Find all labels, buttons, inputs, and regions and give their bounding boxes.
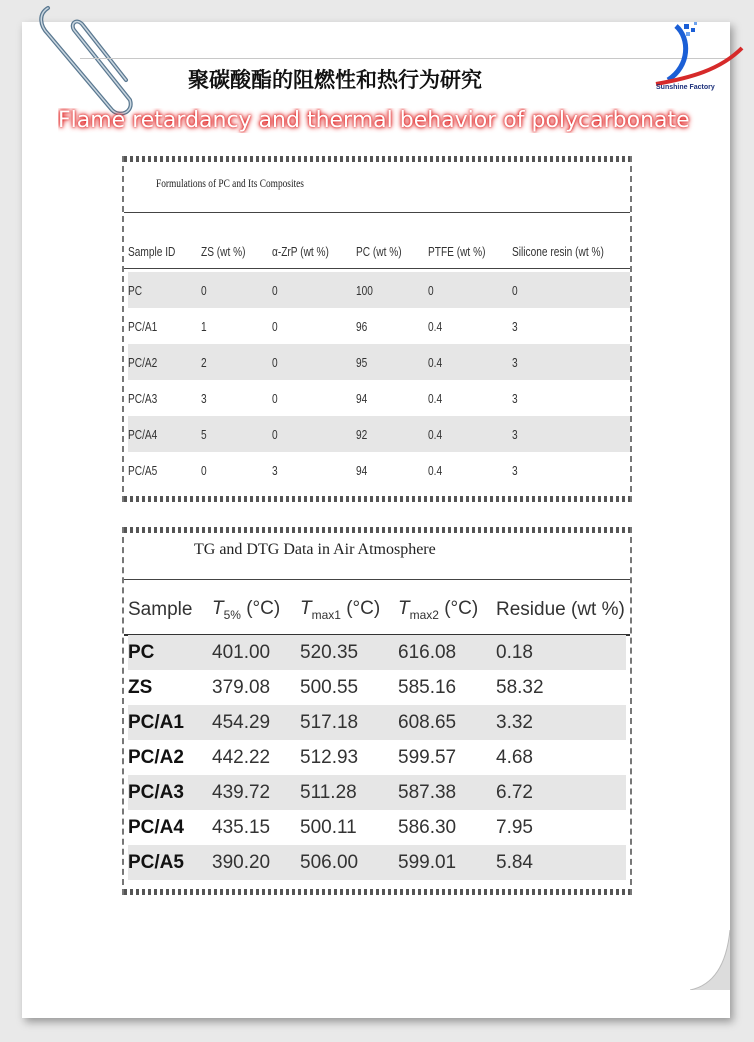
- table-cell: 0.4: [427, 318, 442, 334]
- table-cell: 100: [356, 272, 427, 308]
- page-curl-icon: [690, 930, 730, 990]
- table-cell: PC: [128, 272, 201, 308]
- table-cell: 511.28: [300, 775, 398, 810]
- table-row: [128, 670, 626, 705]
- table-cell: 3: [512, 318, 518, 334]
- table-cell: PC/A1: [128, 705, 212, 740]
- table-cell: 0: [428, 272, 512, 308]
- table-cell: 5.84: [496, 845, 626, 880]
- page-title-chinese: 聚碳酸酯的阻燃性和热行为研究: [188, 68, 482, 92]
- table-row: [128, 810, 626, 845]
- table-row: [128, 380, 630, 416]
- table-cell: 5: [201, 416, 272, 452]
- table1-header-row: [128, 230, 630, 272]
- header-rule: [80, 58, 730, 59]
- table-cell: 500.11: [300, 816, 357, 838]
- table-cell: 96: [356, 318, 368, 334]
- paperclip-icon: [30, 0, 140, 120]
- tg-dtg-table: [128, 585, 626, 880]
- table-cell: PC: [128, 635, 212, 670]
- table2-header-cell: $T_{max2}$ (°C): [398, 598, 479, 622]
- table-cell: 616.08: [398, 635, 496, 670]
- tg-dtg-table-card: [122, 527, 632, 895]
- table-cell: 2: [201, 344, 272, 380]
- table1-header-cell: Sample ID: [128, 243, 176, 259]
- table-cell: PC/A3: [128, 390, 158, 406]
- table1-header-cell: α-ZrP (wt %): [272, 243, 330, 259]
- table-cell: PC/A3: [128, 775, 212, 810]
- logo-caption: Sunshine Factory: [656, 84, 715, 91]
- table-cell: 608.65: [398, 705, 496, 740]
- table-cell: 95: [356, 344, 427, 380]
- table-cell: 0: [201, 272, 272, 308]
- table-cell: 520.35: [300, 635, 398, 670]
- table2-header-cell: Sample: [128, 599, 193, 620]
- table-cell: PC/A1: [128, 318, 158, 334]
- table-row: [128, 272, 630, 308]
- table2-caption: TG and DTG Data in Air Atmosphere: [194, 541, 436, 558]
- table-cell: 517.18: [300, 705, 398, 740]
- table-cell: 401.00: [212, 635, 300, 670]
- table-cell: 587.38: [398, 775, 496, 810]
- table-row: [128, 308, 630, 344]
- table2-header-cell: Residue (wt %): [496, 599, 625, 620]
- table-cell: 586.30: [398, 816, 457, 838]
- table-cell: 379.08: [212, 676, 271, 698]
- table-cell: PC/A4: [128, 816, 184, 838]
- table-cell: 0.4: [428, 416, 512, 452]
- table-cell: PC/A5: [128, 845, 212, 880]
- table-cell: 442.22: [212, 746, 271, 768]
- table-cell: 0: [272, 344, 356, 380]
- table-cell: 4.68: [496, 746, 533, 768]
- table2-header-cell: $T_{5\%}$ (°C): [212, 598, 281, 622]
- table-row: [128, 775, 626, 810]
- table-cell: 0: [272, 272, 356, 308]
- table1-top-rule: [124, 212, 630, 213]
- table-row: [128, 635, 626, 670]
- table-cell: 500.55: [300, 676, 359, 698]
- table-cell: PC/A2: [128, 746, 184, 768]
- table-cell: 3.32: [496, 705, 626, 740]
- table-cell: 6.72: [496, 775, 626, 810]
- table-cell: 0: [272, 318, 278, 334]
- table1-header-cell: Silicone resin (wt %): [512, 243, 605, 259]
- formulations-table-card: [122, 156, 632, 502]
- table-row: [128, 344, 630, 380]
- table-row: [128, 845, 626, 880]
- table1-caption: Formulations of PC and Its Composites: [156, 176, 304, 190]
- table-cell: 3: [201, 390, 208, 406]
- table-cell: 0.18: [496, 635, 626, 670]
- table-cell: PC/A5: [128, 462, 158, 478]
- table-cell: 3: [512, 390, 518, 406]
- table-cell: 94: [356, 390, 368, 406]
- table-cell: 94: [356, 462, 368, 478]
- table-cell: 435.15: [212, 816, 271, 838]
- table-cell: 0.4: [427, 390, 442, 406]
- table-cell: 454.29: [212, 705, 300, 740]
- table-cell: 0: [272, 416, 356, 452]
- table-row: [128, 452, 630, 488]
- table-cell: 0.4: [428, 344, 512, 380]
- table-cell: 92: [356, 416, 427, 452]
- formulations-table: [128, 230, 630, 488]
- page-title-english: Flame retardancy and thermal behavior of polycarbonate: [58, 108, 690, 133]
- table-cell: 0.4: [427, 462, 442, 478]
- table-cell: 390.20: [212, 845, 300, 880]
- table-cell: 439.72: [212, 775, 300, 810]
- table-row: [128, 740, 626, 775]
- table-cell: 512.93: [300, 746, 359, 768]
- table-cell: 599.57: [398, 746, 457, 768]
- table-cell: 3: [512, 416, 630, 452]
- table2-top-rule: [124, 579, 630, 580]
- table2-header-row: [128, 585, 626, 635]
- table2-header-cell: $T_{max1}$ (°C): [300, 598, 381, 622]
- table-row: [128, 705, 626, 740]
- table-cell: 0: [272, 390, 278, 406]
- table-cell: 3: [272, 462, 278, 478]
- table-cell: 58.32: [496, 676, 544, 698]
- table1-header-cell: ZS (wt %): [201, 243, 246, 259]
- table-cell: 0: [512, 272, 630, 308]
- table-cell: 0: [201, 462, 208, 478]
- table-cell: 585.16: [398, 676, 457, 698]
- table-cell: ZS: [128, 676, 153, 698]
- table-cell: 1: [201, 318, 208, 334]
- table-cell: 7.95: [496, 816, 533, 838]
- table1-header-cell: PTFE (wt %): [427, 243, 486, 259]
- table-cell: 599.01: [398, 845, 496, 880]
- table-cell: PC/A2: [128, 344, 201, 380]
- table-cell: 3: [512, 462, 518, 478]
- table-cell: 506.00: [300, 845, 398, 880]
- table-cell: PC/A4: [128, 416, 201, 452]
- table-row: [128, 416, 630, 452]
- table1-header-cell: PC (wt %): [356, 243, 403, 259]
- table-cell: 3: [512, 344, 630, 380]
